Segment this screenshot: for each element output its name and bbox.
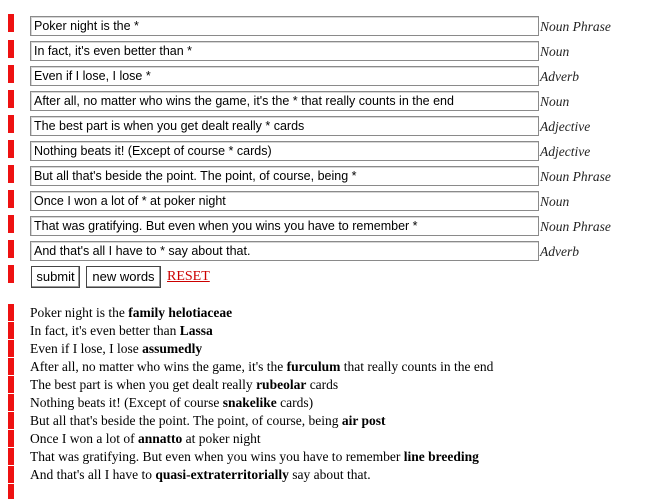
red-marker-bar	[8, 40, 14, 58]
red-marker-bar	[8, 115, 14, 133]
red-marker-bar	[8, 265, 14, 283]
red-marker-bar	[8, 14, 14, 32]
story-line: Nothing beats it! (Except of course snakelike cards)	[30, 395, 314, 410]
filled-word: snakelike	[222, 395, 277, 410]
part-of-speech-label: Noun	[540, 194, 570, 209]
part-of-speech-label: Adverb	[540, 69, 579, 84]
part-of-speech-label: Noun	[540, 94, 570, 109]
filled-word: air post	[341, 413, 386, 428]
story-line: But all that's beside the point. The point, of course, being air post	[30, 413, 386, 428]
red-marker-bar	[8, 412, 14, 429]
story-line: Even if I lose, I lose assumedly	[30, 341, 203, 356]
red-marker-bar	[8, 466, 14, 483]
new-words-button[interactable]: new words	[86, 266, 161, 288]
filled-word: Lassa	[179, 323, 213, 338]
red-marker-bar	[8, 190, 14, 208]
part-of-speech-label: Noun	[540, 44, 570, 59]
story-line: That was gratifying. But even when you wins you have to remember line breeding	[30, 449, 479, 464]
filled-word: assumedly	[142, 341, 203, 356]
story-line: In fact, it's even better than Lassa	[30, 323, 213, 338]
prompt-input[interactable]: But all that's beside the point. The point, of course, being *	[30, 166, 539, 186]
filled-word: furculum	[286, 359, 341, 374]
part-of-speech-label: Noun Phrase	[540, 219, 611, 234]
prompt-input[interactable]: Nothing beats it! (Except of course * cards)	[30, 141, 539, 161]
filled-word: line breeding	[403, 449, 479, 464]
story-line: Once I won a lot of annatto at poker night	[30, 431, 261, 446]
red-marker-bar	[8, 376, 14, 393]
prompt-input[interactable]: And that's all I have to * say about that.	[30, 241, 539, 261]
part-of-speech-label: Adjective	[540, 144, 591, 159]
filled-word: rubeolar	[256, 377, 307, 392]
submit-button[interactable]: submit	[31, 266, 80, 288]
part-of-speech-label: Adjective	[540, 119, 591, 134]
prompt-input[interactable]: That was gratifying. But even when you wins you have to remember *	[30, 216, 539, 236]
red-marker-bar	[8, 484, 14, 499]
prompt-input[interactable]: In fact, it's even better than *	[30, 41, 539, 61]
red-marker-bar	[8, 140, 14, 158]
red-marker-bar	[8, 165, 14, 183]
filled-word: family helotiaceae	[128, 305, 233, 320]
red-marker-bar	[8, 240, 14, 258]
part-of-speech-label: Noun Phrase	[540, 19, 611, 34]
part-of-speech-label: Noun Phrase	[540, 169, 611, 184]
red-marker-bar	[8, 340, 14, 357]
story-line: And that's all I have to quasi-extraterritorially say about that.	[30, 467, 371, 482]
filled-word: quasi-extraterritorially	[155, 467, 289, 482]
red-marker-bar	[8, 430, 14, 447]
story-line: Poker night is the family helotiaceae	[30, 305, 233, 320]
red-marker-bar	[8, 65, 14, 83]
story-line: After all, no matter who wins the game, it's the furculum that really counts in the end	[30, 359, 494, 374]
prompt-input[interactable]: Once I won a lot of * at poker night	[30, 191, 539, 211]
prompt-input[interactable]: Poker night is the *	[30, 16, 539, 36]
red-marker-bar	[8, 322, 14, 339]
red-marker-bar	[8, 448, 14, 465]
red-marker-bar	[8, 90, 14, 108]
part-of-speech-label: Adverb	[540, 244, 579, 259]
red-marker-bar	[8, 358, 14, 375]
filled-word: annatto	[137, 431, 183, 446]
red-marker-bar	[8, 215, 14, 233]
story-line: The best part is when you get dealt really rubeolar cards	[30, 377, 339, 392]
prompt-input[interactable]: After all, no matter who wins the game, it's the * that really counts in the end	[30, 91, 539, 111]
reset-link[interactable]: RESET	[167, 269, 210, 284]
red-marker-bar	[8, 394, 14, 411]
prompt-input[interactable]: The best part is when you get dealt really * cards	[30, 116, 539, 136]
red-marker-bar	[8, 304, 14, 321]
prompt-input[interactable]: Even if I lose, I lose *	[30, 66, 539, 86]
